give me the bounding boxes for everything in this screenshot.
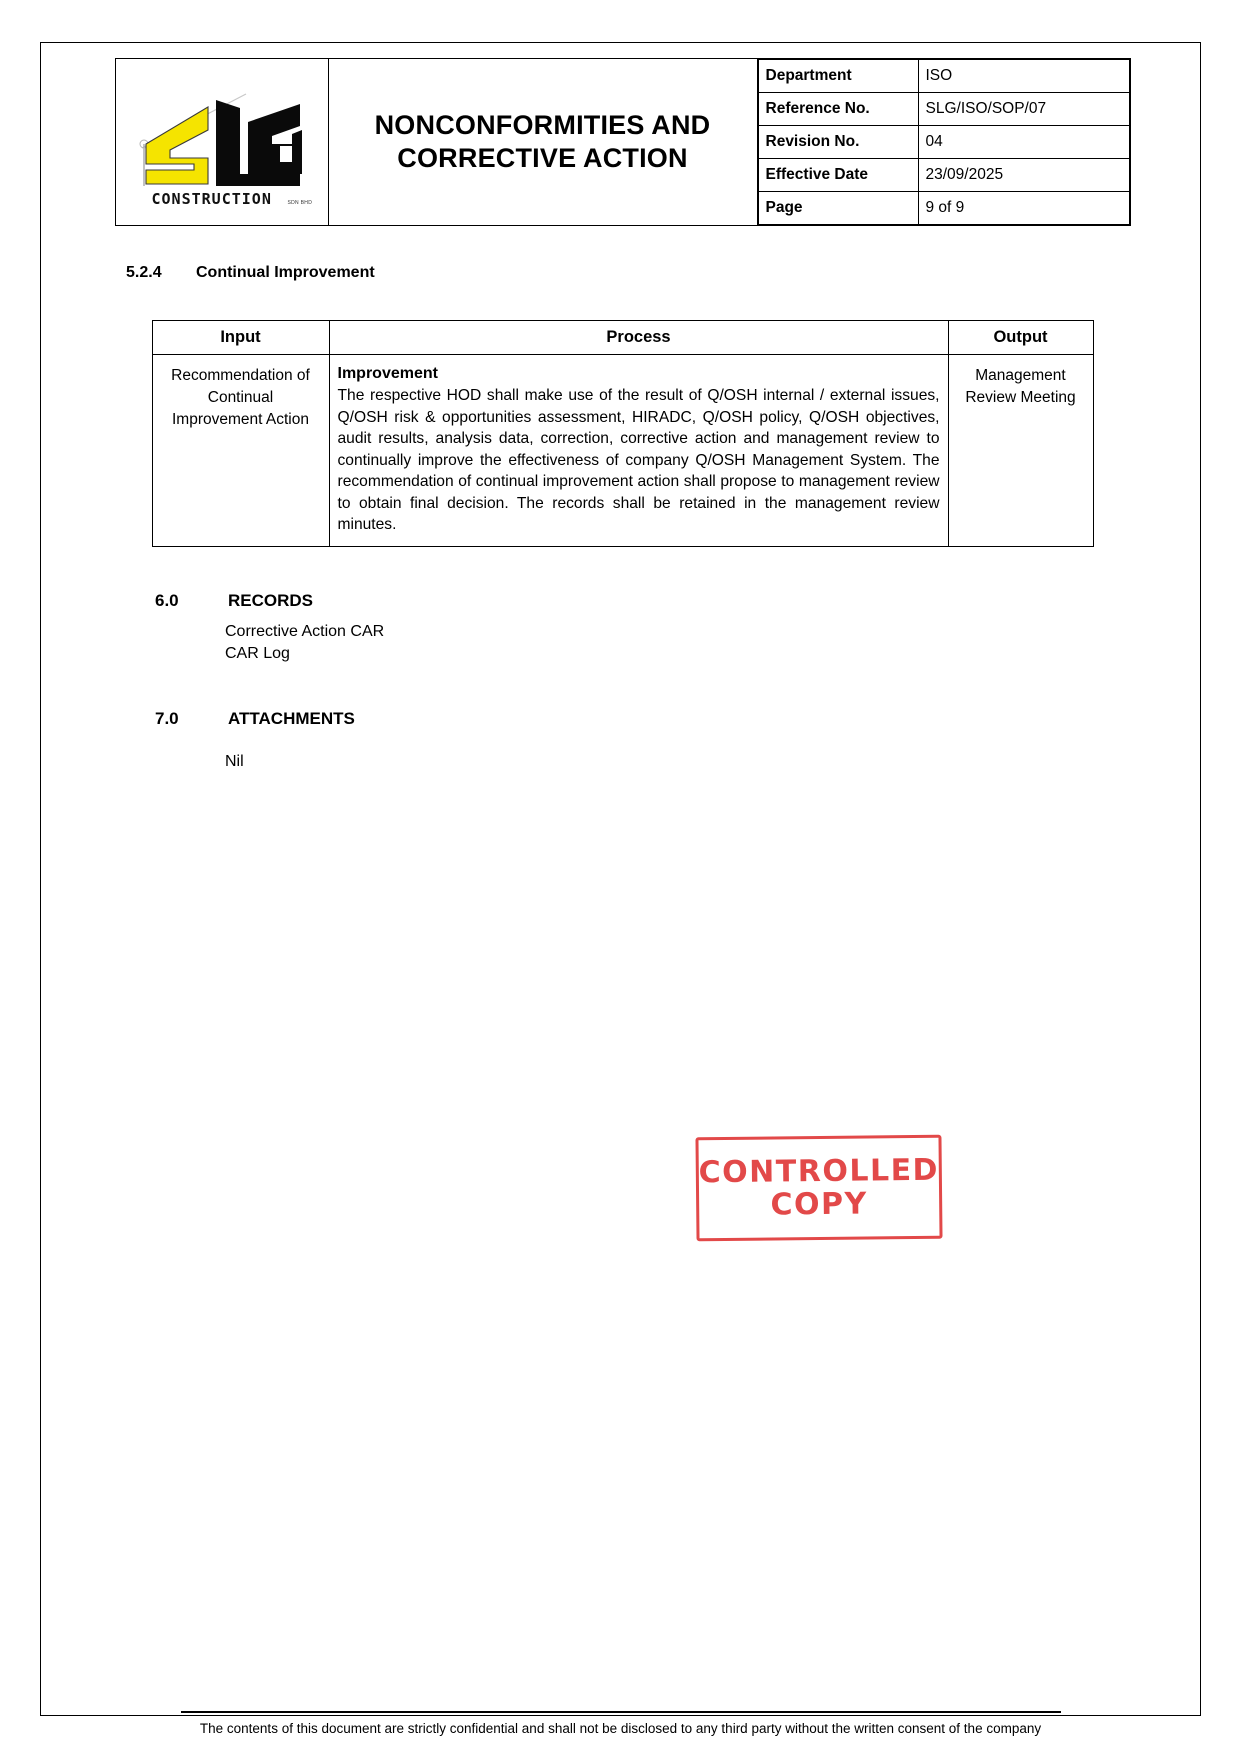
- meta-label-page: Page: [758, 192, 918, 225]
- logo-wordmark: CONSTRUCTION: [151, 190, 272, 208]
- process-subheading: Improvement: [337, 365, 438, 382]
- meta-value-revision-no: 04: [918, 126, 1129, 159]
- section-number-6: 6.0: [155, 590, 179, 610]
- slg-construction-logo: [124, 78, 320, 206]
- meta-label-reference-no: Reference No.: [758, 93, 918, 126]
- records-item-2: CAR Log: [225, 645, 290, 662]
- document-meta-table: [758, 59, 1130, 225]
- section-title-records: RECORDS: [228, 590, 314, 610]
- attachments-item-1: Nil: [225, 753, 244, 771]
- meta-row-revision-no: [758, 126, 1129, 159]
- meta-row-effective-date: [758, 159, 1129, 192]
- meta-value-reference-no: SLG/ISO/SOP/07: [918, 93, 1129, 126]
- meta-row-reference-no: [758, 93, 1129, 126]
- meta-row-page: [758, 192, 1129, 225]
- document-meta-cell: [757, 59, 1130, 226]
- document-title-line-2: CORRECTIVE ACTION: [397, 143, 688, 173]
- section-heading-records: [155, 591, 1185, 611]
- subsection-heading: [126, 264, 1185, 282]
- process-table-header-row: [152, 321, 1093, 355]
- footer-divider: [181, 1711, 1061, 1713]
- page-content: [40, 38, 1205, 774]
- process-table: [152, 320, 1094, 547]
- meta-value-department: ISO: [918, 60, 1129, 93]
- section-body-attachments: [225, 751, 1185, 773]
- controlled-copy-stamp: [695, 1135, 942, 1242]
- stamp-line-2: COPY: [770, 1186, 868, 1223]
- company-logo-cell: [115, 59, 328, 226]
- subsection-title: Continual Improvement: [196, 264, 375, 281]
- document-title-cell: [328, 59, 757, 226]
- section-number-7: 7.0: [155, 709, 179, 729]
- document-header-table: [115, 58, 1131, 226]
- document-title-line-1: NONCONFORMITIES AND: [374, 110, 711, 141]
- cell-input-value: Recommendation of Continual Improvement Action: [152, 355, 329, 547]
- table-row: [152, 355, 1093, 547]
- records-item-1: Corrective Action CAR: [225, 622, 385, 640]
- meta-label-department: Department: [758, 60, 918, 93]
- meta-value-page: 9 of 9: [918, 192, 1129, 225]
- meta-value-effective-date: 23/09/2025: [918, 159, 1129, 192]
- section-title-attachments: ATTACHMENTS: [228, 709, 355, 729]
- section-body-records: [225, 621, 1185, 666]
- meta-row-department: [758, 60, 1129, 93]
- column-header-input: Input: [152, 321, 329, 355]
- section-heading-attachments: [155, 709, 1185, 729]
- column-header-output: Output: [948, 321, 1093, 355]
- meta-label-effective-date: Effective Date: [758, 159, 918, 192]
- page-footer: [0, 1711, 1241, 1736]
- process-paragraph: The respective HOD shall make use of the result of Q/OSH internal / external issues, Q/OSH risk & opportunities assessment, HIRADC, Q/OSH policy, Q/OSH objectives, audit results, analysis data, correction, corrective action and management review to continually improve the effectiveness of company Q/OSH Management System. The recommendation of continual improvement action shall propose to management review to obtain final decision. The records shall be retained in the management review minutes.: [337, 387, 940, 534]
- stamp-line-1: CONTROLLED: [698, 1152, 940, 1191]
- logo-suffix: SDN BHD: [287, 200, 313, 206]
- footer-confidentiality-text: The contents of this document are strictly confidential and shall not be disclosed to any third party without the written consent of the company: [199, 1721, 1042, 1736]
- column-header-process: Process: [329, 321, 948, 355]
- meta-label-revision-no: Revision No.: [758, 126, 918, 159]
- cell-process-value: [329, 355, 948, 547]
- subsection-number: 5.2.4: [126, 264, 162, 281]
- logo-graphic: [124, 78, 320, 206]
- cell-output-value: Management Review Meeting: [948, 355, 1093, 547]
